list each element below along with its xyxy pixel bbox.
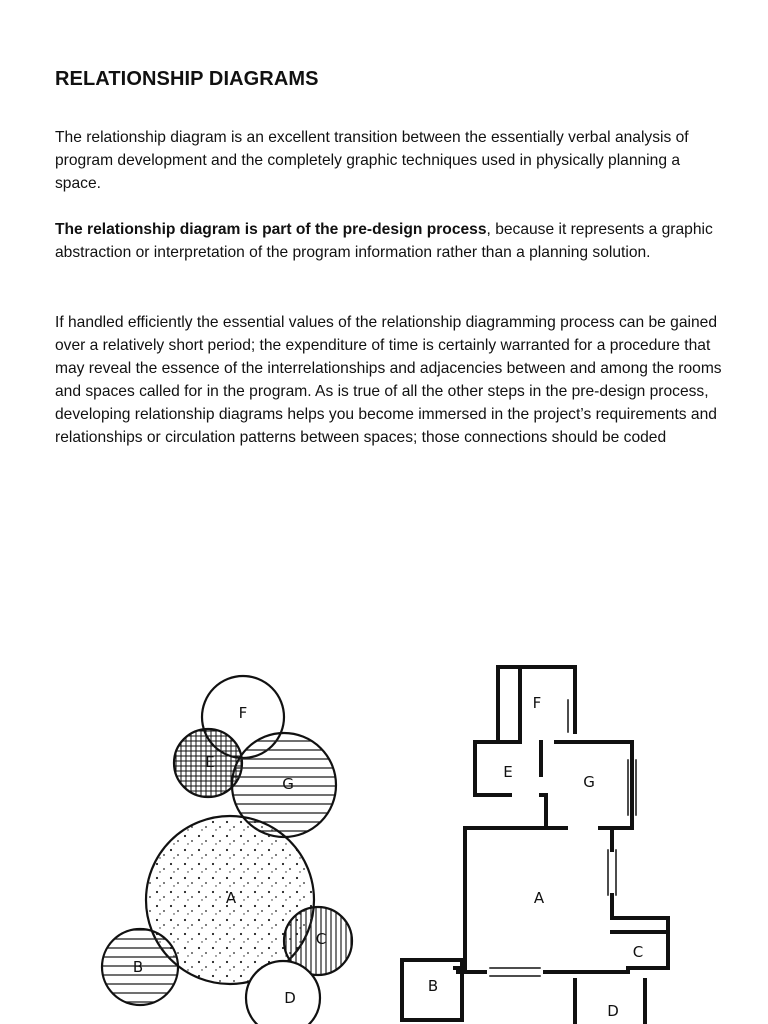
bubble-label-g: G: [282, 775, 294, 793]
predesign-paragraph: [55, 218, 727, 264]
predesign-emphasis: The relationship diagram is part of the pre-design process: [55, 221, 487, 238]
page-title: RELATIONSHIP DIAGRAMS: [55, 68, 319, 90]
plan-label-f: F: [532, 694, 542, 712]
plan-label-g: G: [583, 773, 595, 791]
plan-label-c: C: [632, 943, 644, 961]
plan-label-b: B: [427, 977, 439, 995]
plan-label-e: E: [503, 763, 513, 781]
bubble-label-f: F: [238, 704, 248, 722]
bubble-d: [246, 961, 320, 1024]
plan-label-d: D: [607, 1002, 619, 1020]
floor-plan: [402, 667, 668, 1024]
bubble-label-b: B: [132, 958, 144, 976]
predesign-rest: , because it represents a graphic abstraction or interpretation of the program information rather than a planning solution.: [55, 221, 713, 261]
diagram-figure: [0, 650, 768, 1024]
bubble-label-c: C: [315, 930, 327, 948]
bubble-label-a: A: [225, 889, 237, 907]
bubble-label-e: E: [205, 753, 215, 771]
plan-label-a: A: [533, 889, 545, 907]
intro-paragraph: The relationship diagram is an excellent transition between the essentially verbal analysis of program development and the completely graphic techniques used in physically planning a space.: [55, 129, 689, 192]
efficiency-paragraph: If handled efficiently the essential values of the relationship diagramming process can be gained over a relatively short period; the expenditure of time is certainly warranted for a procedure that may reveal the essence of the interrelationships and adjacencies between and among the rooms and spaces called for in the program. As is true of all the other steps in the pre-design process, developing relationship diagrams helps you become immersed in the project’s requirements and relationships or circulation patterns between spaces; those connections should be coded: [55, 314, 722, 446]
bubble-label-d: D: [284, 989, 296, 1007]
